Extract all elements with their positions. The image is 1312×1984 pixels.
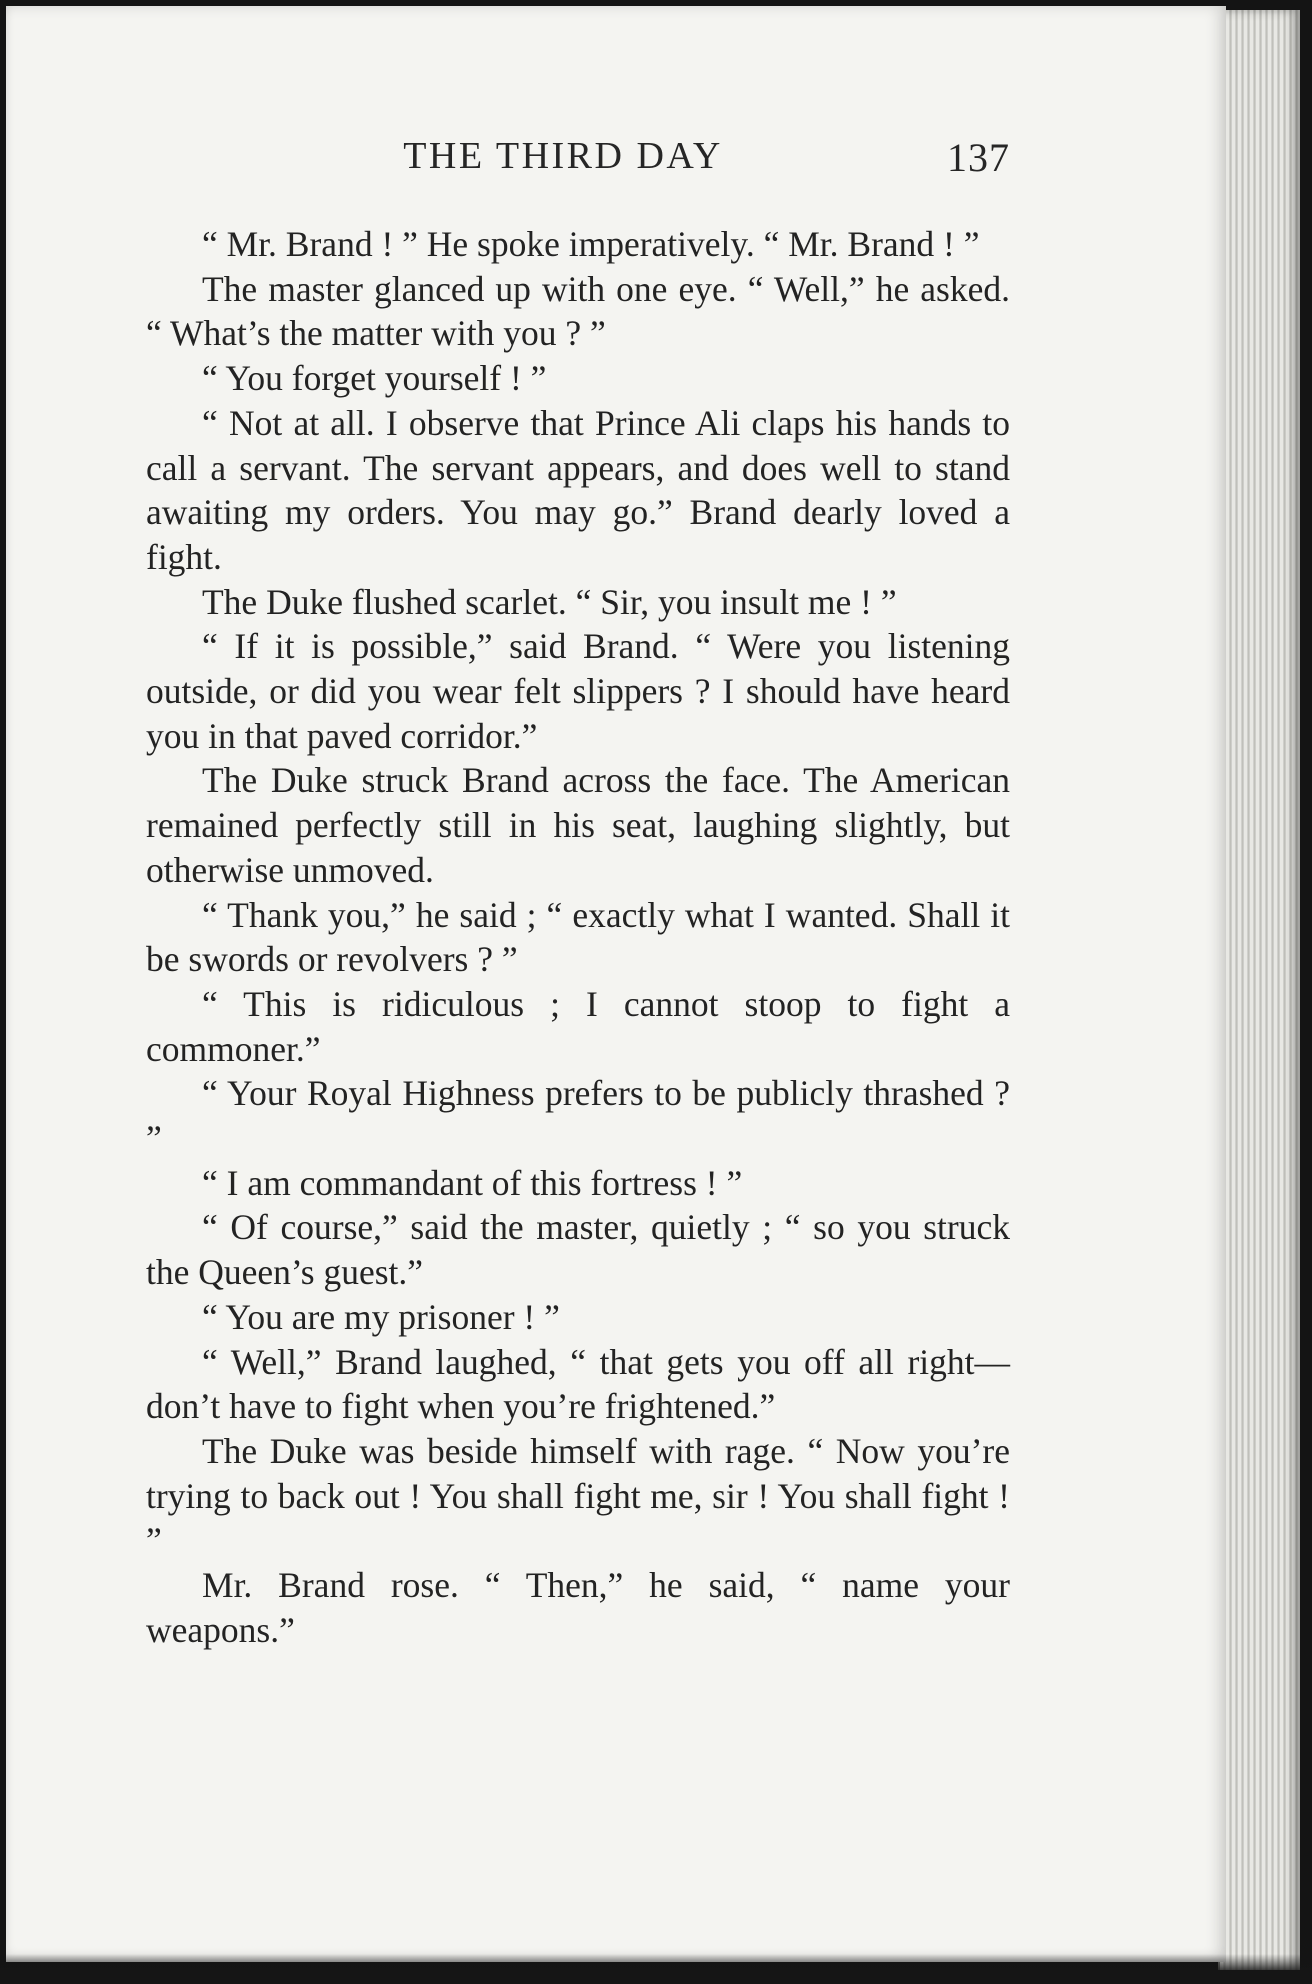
book-page xyxy=(6,6,1226,1962)
paragraph: The Duke struck Brand across the face. The American remained perfectly still in his seat, laughing slightly, but otherwise unmoved. xyxy=(146,760,1010,890)
paragraph: “ Not at all. I observe that Prince Ali claps his hands to call a servant. The servant appears, and does well to stand awaiting my orders. You may go.” Brand dearly loved a fight. xyxy=(146,402,1010,577)
paragraph: “ If it is possible,” said Brand. “ Were you listening outside, or did you wear felt slippers ? I should have heard you in that paved corridor.” xyxy=(146,626,1010,756)
paragraph: “ Of course,” said the master, quietly ; “ so you struck the Queen’s guest.” xyxy=(146,1207,1010,1293)
paragraph: “ You are my prisoner ! ” xyxy=(202,1296,560,1337)
page-edges xyxy=(1218,10,1300,1970)
paragraph: “ I am commandant of this fortress ! ” xyxy=(202,1162,743,1203)
paragraph: The master glanced up with one eye. “ Well,” he asked. “ What’s the matter with you ? ” xyxy=(146,268,1010,354)
page-number: 137 xyxy=(947,135,1010,180)
paragraph: “ Well,” Brand laughed, “ that gets you off all right—don’t have to fight when you’re frightened.” xyxy=(146,1341,1010,1427)
paragraph: Mr. Brand rose. “ Then,” he said, “ name your weapons.” xyxy=(146,1565,1010,1650)
body-text xyxy=(146,222,1010,1653)
paragraph: “ Thank you,” he said ; “ exactly what I wanted. Shall it be swords or revolvers ? ” xyxy=(146,894,1010,980)
running-title: THE THIRD DAY xyxy=(403,135,723,177)
paragraph: The Duke flushed scarlet. “ Sir, you insult me ! ” xyxy=(202,581,897,622)
running-head xyxy=(146,134,1010,190)
paragraph: “ This is ridiculous ; I cannot stoop to fight a commoner.” xyxy=(146,983,1010,1069)
scan-bottom-shadow xyxy=(0,1954,1312,1984)
paragraph: “ Mr. Brand ! ” He spoke imperatively. “ Mr. Brand ! ” xyxy=(202,224,980,264)
paragraph: “ You forget yourself ! ” xyxy=(202,358,547,399)
paragraph: “ Your Royal Highness prefers to be publicly thrashed ? ” xyxy=(146,1073,1010,1159)
paragraph: The Duke was beside himself with rage. “ Now you’re trying to back out ! You shall fight me, sir ! You shall fight ! ” xyxy=(146,1430,1010,1561)
